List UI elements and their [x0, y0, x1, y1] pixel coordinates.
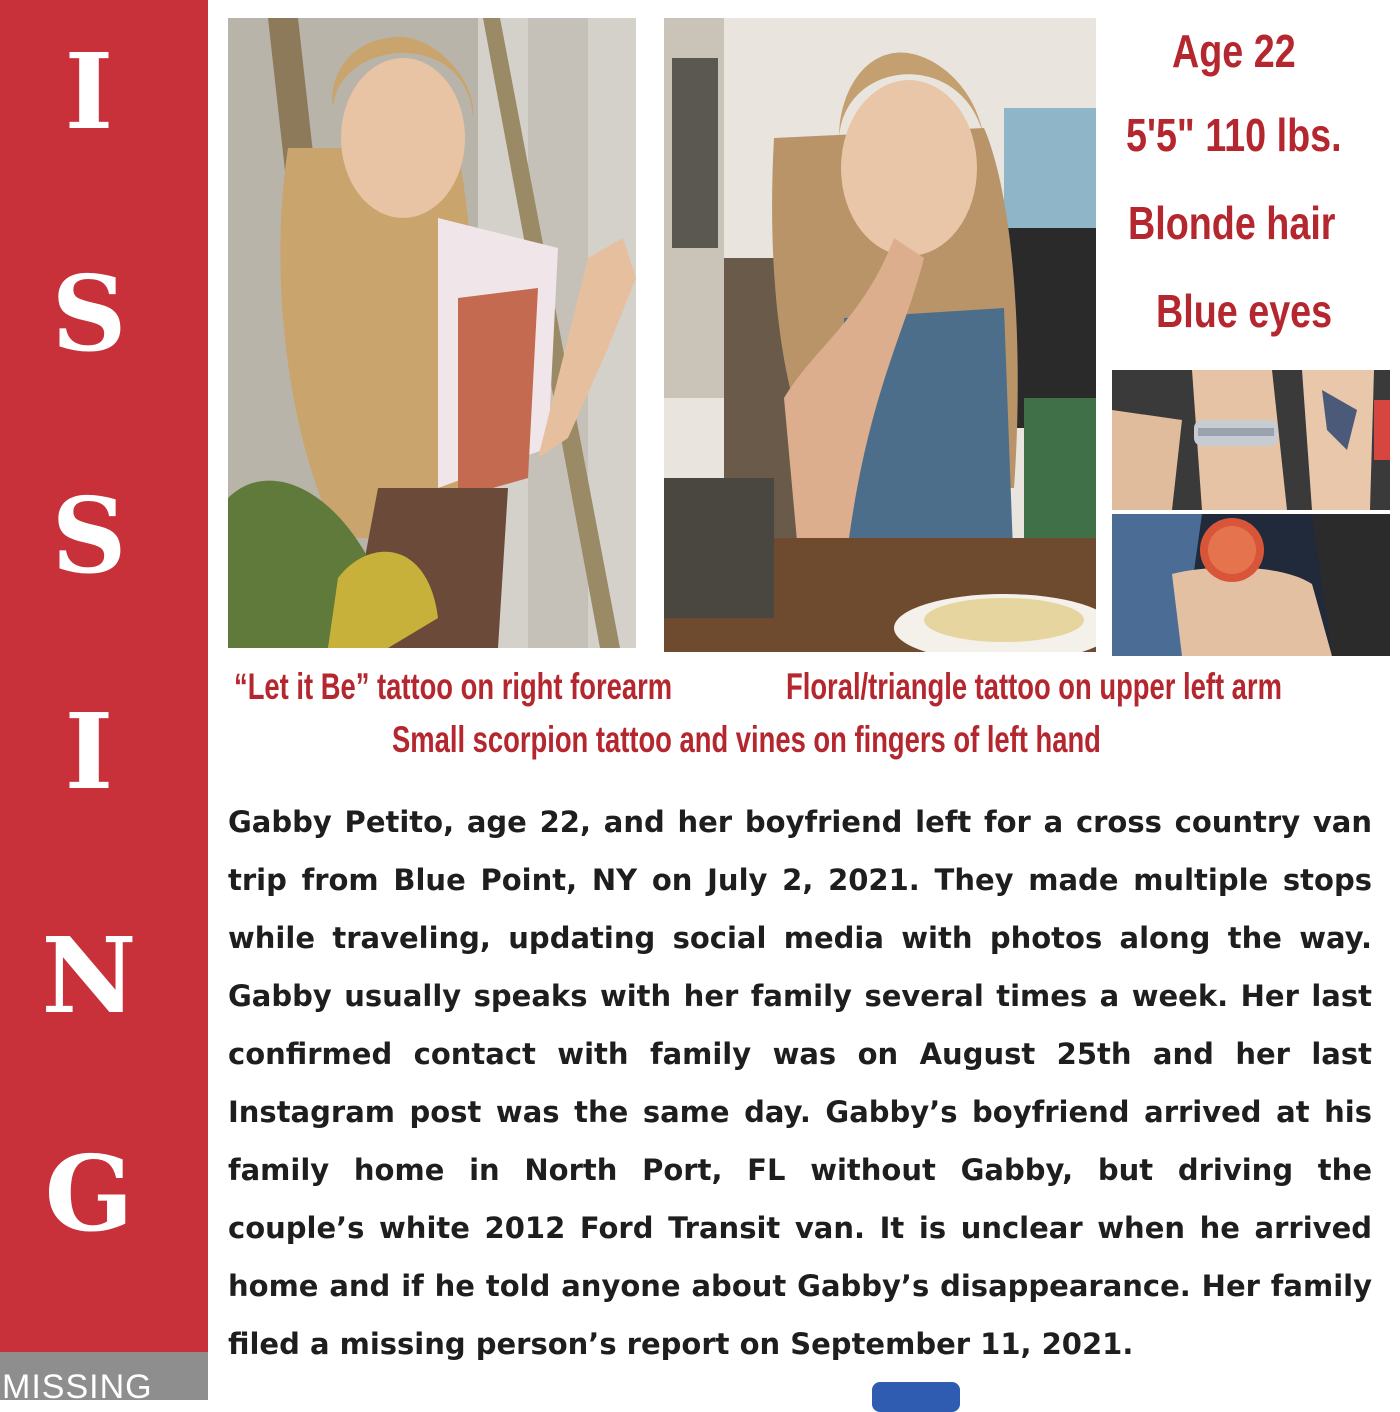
banner-footer-label: MISSING — [2, 1368, 153, 1400]
bio-paragraph: Gabby Petito, age 22, and her boyfriend left for a cross country van trip from Blue Point, NY on July 2, 2021. They made multiple stops while traveling, updating social media with photos along the way. Gabby usually speaks with her family several times a week. Her last confirmed contact with family was on August 25th and her last Instagram post was the same day. Gabby’s boyfriend arrived at his family home in North Port, FL without Gabby, but driving the couple’s white 2012 Ford Transit van. It is unclear when he arrived home and if he told anyone about Gabby’s disappearance. Her family filed a missing person’s report on September 11, 2021. — [228, 805, 1372, 1361]
facebook-icon[interactable] — [872, 1382, 960, 1412]
missing-banner — [0, 0, 208, 1352]
banner-letter: S — [51, 474, 127, 597]
photo-seated-at-table — [664, 18, 1096, 652]
caption-hand-tattoo: Small scorpion tattoo and vines on fingers of left hand — [392, 719, 1101, 760]
photo-smiling-by-tree — [228, 18, 636, 648]
banner-letter: G — [44, 1132, 134, 1255]
photo-wrist-tattoo-closeup — [1112, 370, 1390, 510]
banner-letter: N — [41, 914, 137, 1037]
banner-letter: S — [51, 252, 127, 375]
detail-eyes: Blue eyes — [1156, 285, 1333, 337]
caption-arm-tattoo: Floral/triangle tattoo on upper left arm — [786, 666, 1282, 707]
detail-height-weight: 5'5" 110 lbs. — [1126, 109, 1342, 161]
banner-letter: I — [64, 30, 114, 153]
photo-hand-holding-ornament — [1112, 514, 1390, 656]
banner-footer — [0, 1352, 208, 1400]
detail-age: Age 22 — [1172, 25, 1296, 77]
detail-hair: Blonde hair — [1128, 197, 1336, 249]
caption-forearm-tattoo: “Let it Be” tattoo on right forearm — [234, 666, 673, 707]
banner-letter: I — [64, 690, 114, 813]
